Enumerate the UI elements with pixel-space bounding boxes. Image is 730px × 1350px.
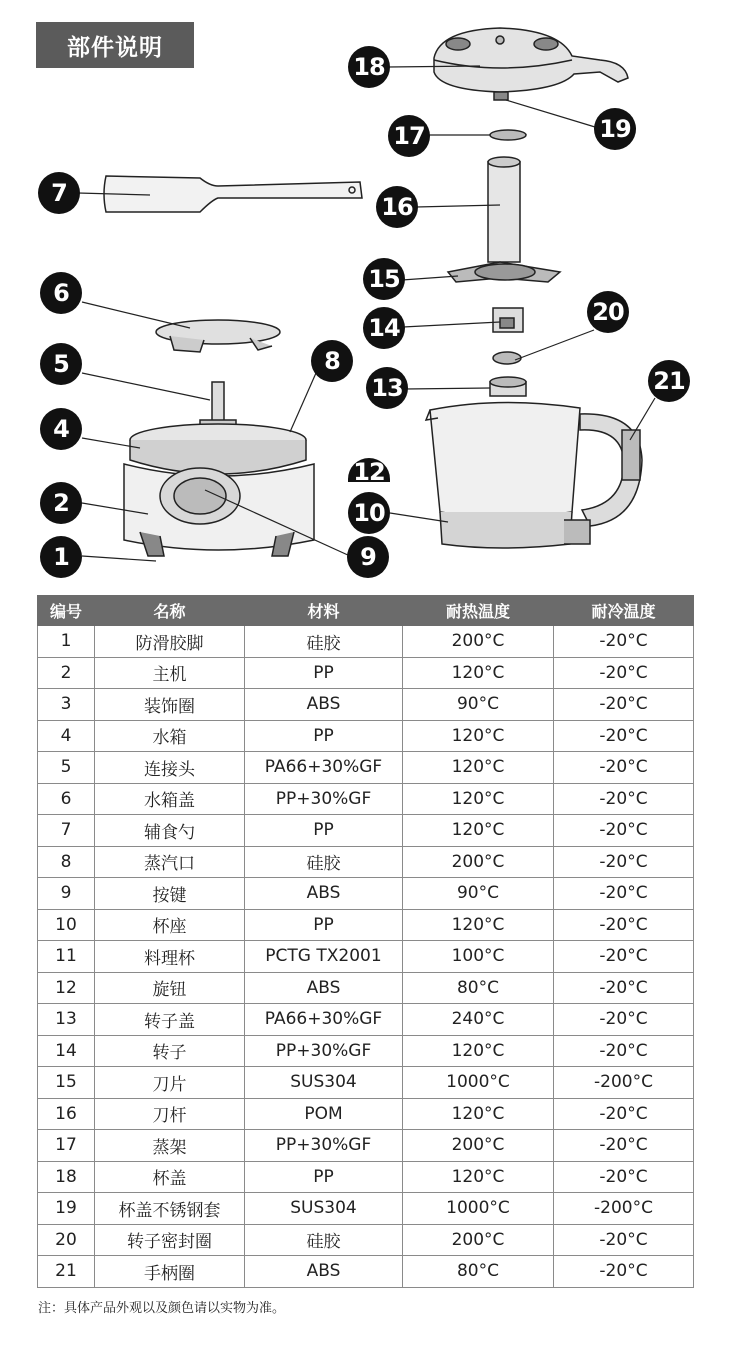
cell-name: 料理杯 bbox=[95, 941, 245, 973]
table-row bbox=[38, 1067, 694, 1099]
callout-21: 21 bbox=[648, 360, 690, 402]
cell-cold: -20°C bbox=[554, 941, 694, 973]
table-row bbox=[38, 972, 694, 1004]
callout-4: 4 bbox=[40, 408, 82, 450]
main-base-part bbox=[124, 424, 314, 556]
section-title: 部件说明 bbox=[36, 22, 194, 68]
callout-19: 19 bbox=[594, 108, 636, 150]
table-row bbox=[38, 689, 694, 721]
cell-cold: -20°C bbox=[554, 783, 694, 815]
callout-10: 10 bbox=[348, 492, 390, 534]
cell-number: 20 bbox=[38, 1224, 95, 1256]
cell-name: 按键 bbox=[95, 878, 245, 910]
table-row bbox=[38, 909, 694, 941]
blade-shaft-part bbox=[488, 157, 520, 262]
cell-material: PA66+30%GF bbox=[245, 752, 403, 784]
rotor-seal bbox=[493, 352, 521, 364]
cell-cold: -20°C bbox=[554, 1004, 694, 1036]
cell-material: POM bbox=[245, 1098, 403, 1130]
cell-number: 6 bbox=[38, 783, 95, 815]
cooking-cup-part bbox=[426, 402, 642, 548]
table-row bbox=[38, 1161, 694, 1193]
cell-heat: 1000°C bbox=[403, 1193, 554, 1225]
header-number: 编号 bbox=[38, 596, 95, 626]
cell-cold: -20°C bbox=[554, 846, 694, 878]
cell-number: 10 bbox=[38, 909, 95, 941]
cell-material: PA66+30%GF bbox=[245, 1004, 403, 1036]
rotor-cap-part bbox=[490, 377, 526, 396]
table-row bbox=[38, 878, 694, 910]
cell-name: 转子盖 bbox=[95, 1004, 245, 1036]
cell-cold: -20°C bbox=[554, 878, 694, 910]
cell-material: PP bbox=[245, 1161, 403, 1193]
cell-cold: -20°C bbox=[554, 689, 694, 721]
cell-material: PP+30%GF bbox=[245, 1035, 403, 1067]
cell-heat: 100°C bbox=[403, 941, 554, 973]
cell-cold: -20°C bbox=[554, 972, 694, 1004]
cell-heat: 240°C bbox=[403, 1004, 554, 1036]
cell-heat: 200°C bbox=[403, 626, 554, 658]
table-row bbox=[38, 657, 694, 689]
cell-cold: -200°C bbox=[554, 1193, 694, 1225]
cell-number: 9 bbox=[38, 878, 95, 910]
callout-12: 12 bbox=[348, 458, 390, 482]
cell-cold: -20°C bbox=[554, 1224, 694, 1256]
blade-part bbox=[448, 262, 560, 282]
cell-material: PP bbox=[245, 909, 403, 941]
cell-material: SUS304 bbox=[245, 1193, 403, 1225]
table-row bbox=[38, 752, 694, 784]
callout-6: 6 bbox=[40, 272, 82, 314]
callout-17: 17 bbox=[388, 115, 430, 157]
cell-cold: -20°C bbox=[554, 1256, 694, 1288]
cell-cold: -20°C bbox=[554, 1130, 694, 1162]
cell-material: PCTG TX2001 bbox=[245, 941, 403, 973]
cell-name: 装饰圈 bbox=[95, 689, 245, 721]
cell-cold: -200°C bbox=[554, 1067, 694, 1099]
cell-heat: 120°C bbox=[403, 1098, 554, 1130]
callout-7: 7 bbox=[38, 172, 80, 214]
cell-heat: 120°C bbox=[403, 657, 554, 689]
table-row bbox=[38, 941, 694, 973]
cell-material: PP bbox=[245, 720, 403, 752]
cell-cold: -20°C bbox=[554, 752, 694, 784]
cell-material: ABS bbox=[245, 972, 403, 1004]
cell-number: 7 bbox=[38, 815, 95, 847]
cell-name: 刀杆 bbox=[95, 1098, 245, 1130]
parts-table bbox=[37, 595, 694, 1288]
callout-15: 15 bbox=[363, 258, 405, 300]
cell-cold: -20°C bbox=[554, 720, 694, 752]
cell-heat: 120°C bbox=[403, 752, 554, 784]
cell-material: ABS bbox=[245, 1256, 403, 1288]
cell-number: 5 bbox=[38, 752, 95, 784]
table-row bbox=[38, 783, 694, 815]
cell-heat: 90°C bbox=[403, 878, 554, 910]
cell-material: PP+30%GF bbox=[245, 1130, 403, 1162]
cell-number: 19 bbox=[38, 1193, 95, 1225]
cell-material: 硅胶 bbox=[245, 1224, 403, 1256]
cell-heat: 120°C bbox=[403, 720, 554, 752]
table-row bbox=[38, 1035, 694, 1067]
cell-heat: 90°C bbox=[403, 689, 554, 721]
cell-heat: 200°C bbox=[403, 1130, 554, 1162]
cell-heat: 1000°C bbox=[403, 1067, 554, 1099]
cell-number: 15 bbox=[38, 1067, 95, 1099]
cell-material: ABS bbox=[245, 878, 403, 910]
table-row bbox=[38, 815, 694, 847]
cell-number: 11 bbox=[38, 941, 95, 973]
cell-name: 辅食勺 bbox=[95, 815, 245, 847]
cell-heat: 120°C bbox=[403, 815, 554, 847]
callout-5: 5 bbox=[40, 343, 82, 385]
cell-number: 17 bbox=[38, 1130, 95, 1162]
header-name: 名称 bbox=[95, 596, 245, 626]
cell-material: 硅胶 bbox=[245, 846, 403, 878]
table-row bbox=[38, 1224, 694, 1256]
cell-name: 水箱 bbox=[95, 720, 245, 752]
cell-name: 刀片 bbox=[95, 1067, 245, 1099]
callout-16: 16 bbox=[376, 186, 418, 228]
cell-name: 转子密封圈 bbox=[95, 1224, 245, 1256]
cell-number: 14 bbox=[38, 1035, 95, 1067]
cell-number: 18 bbox=[38, 1161, 95, 1193]
cell-number: 13 bbox=[38, 1004, 95, 1036]
cell-material: PP+30%GF bbox=[245, 783, 403, 815]
cell-cold: -20°C bbox=[554, 1035, 694, 1067]
callout-18: 18 bbox=[348, 46, 390, 88]
callout-8: 8 bbox=[311, 340, 353, 382]
cell-heat: 120°C bbox=[403, 1035, 554, 1067]
cell-heat: 200°C bbox=[403, 1224, 554, 1256]
cell-heat: 120°C bbox=[403, 783, 554, 815]
lid-part bbox=[434, 28, 628, 100]
cell-cold: -20°C bbox=[554, 1098, 694, 1130]
cell-name: 转子 bbox=[95, 1035, 245, 1067]
callout-13: 13 bbox=[366, 367, 408, 409]
cell-number: 1 bbox=[38, 626, 95, 658]
callout-14: 14 bbox=[363, 307, 405, 349]
callout-2: 2 bbox=[40, 482, 82, 524]
cell-number: 2 bbox=[38, 657, 95, 689]
callout-1: 1 bbox=[40, 536, 82, 578]
cell-number: 16 bbox=[38, 1098, 95, 1130]
steam-rack-ring bbox=[490, 130, 526, 140]
table-header-row bbox=[38, 596, 694, 626]
cell-cold: -20°C bbox=[554, 909, 694, 941]
header-material: 材料 bbox=[245, 596, 403, 626]
cell-name: 水箱盖 bbox=[95, 783, 245, 815]
cell-name: 连接头 bbox=[95, 752, 245, 784]
callout-9: 9 bbox=[347, 536, 389, 578]
table-row bbox=[38, 1004, 694, 1036]
table-row bbox=[38, 626, 694, 658]
table-row bbox=[38, 1098, 694, 1130]
cell-cold: -20°C bbox=[554, 657, 694, 689]
table-row bbox=[38, 846, 694, 878]
spoon-part bbox=[104, 176, 362, 212]
cell-name: 蒸汽口 bbox=[95, 846, 245, 878]
cell-heat: 120°C bbox=[403, 909, 554, 941]
table-row bbox=[38, 720, 694, 752]
cell-cold: -20°C bbox=[554, 1161, 694, 1193]
cell-cold: -20°C bbox=[554, 815, 694, 847]
footnote: 注：具体产品外观以及颜色请以实物为准。 bbox=[38, 1301, 286, 1316]
cell-material: 硅胶 bbox=[245, 626, 403, 658]
cell-name: 杯盖 bbox=[95, 1161, 245, 1193]
cell-name: 蒸架 bbox=[95, 1130, 245, 1162]
cell-number: 4 bbox=[38, 720, 95, 752]
cell-material: PP bbox=[245, 815, 403, 847]
header-heat-resistance: 耐热温度 bbox=[403, 596, 554, 626]
cell-name: 主机 bbox=[95, 657, 245, 689]
callout-20: 20 bbox=[587, 291, 629, 333]
cell-heat: 200°C bbox=[403, 846, 554, 878]
table-row bbox=[38, 1193, 694, 1225]
cell-number: 8 bbox=[38, 846, 95, 878]
cell-material: SUS304 bbox=[245, 1067, 403, 1099]
cell-number: 12 bbox=[38, 972, 95, 1004]
cell-heat: 80°C bbox=[403, 972, 554, 1004]
table-row bbox=[38, 1256, 694, 1288]
cell-name: 旋钮 bbox=[95, 972, 245, 1004]
cell-heat: 120°C bbox=[403, 1161, 554, 1193]
cell-material: ABS bbox=[245, 689, 403, 721]
header-cold-resistance: 耐冷温度 bbox=[554, 596, 694, 626]
cell-name: 手柄圈 bbox=[95, 1256, 245, 1288]
parts-table-body bbox=[38, 626, 694, 1288]
cell-material: PP bbox=[245, 657, 403, 689]
cell-name: 杯盖不锈钢套 bbox=[95, 1193, 245, 1225]
cell-name: 防滑胶脚 bbox=[95, 626, 245, 658]
table-row bbox=[38, 1130, 694, 1162]
cell-heat: 80°C bbox=[403, 1256, 554, 1288]
cell-name: 杯座 bbox=[95, 909, 245, 941]
cell-number: 3 bbox=[38, 689, 95, 721]
cell-cold: -20°C bbox=[554, 626, 694, 658]
rotor-part bbox=[493, 308, 523, 332]
cell-number: 21 bbox=[38, 1256, 95, 1288]
